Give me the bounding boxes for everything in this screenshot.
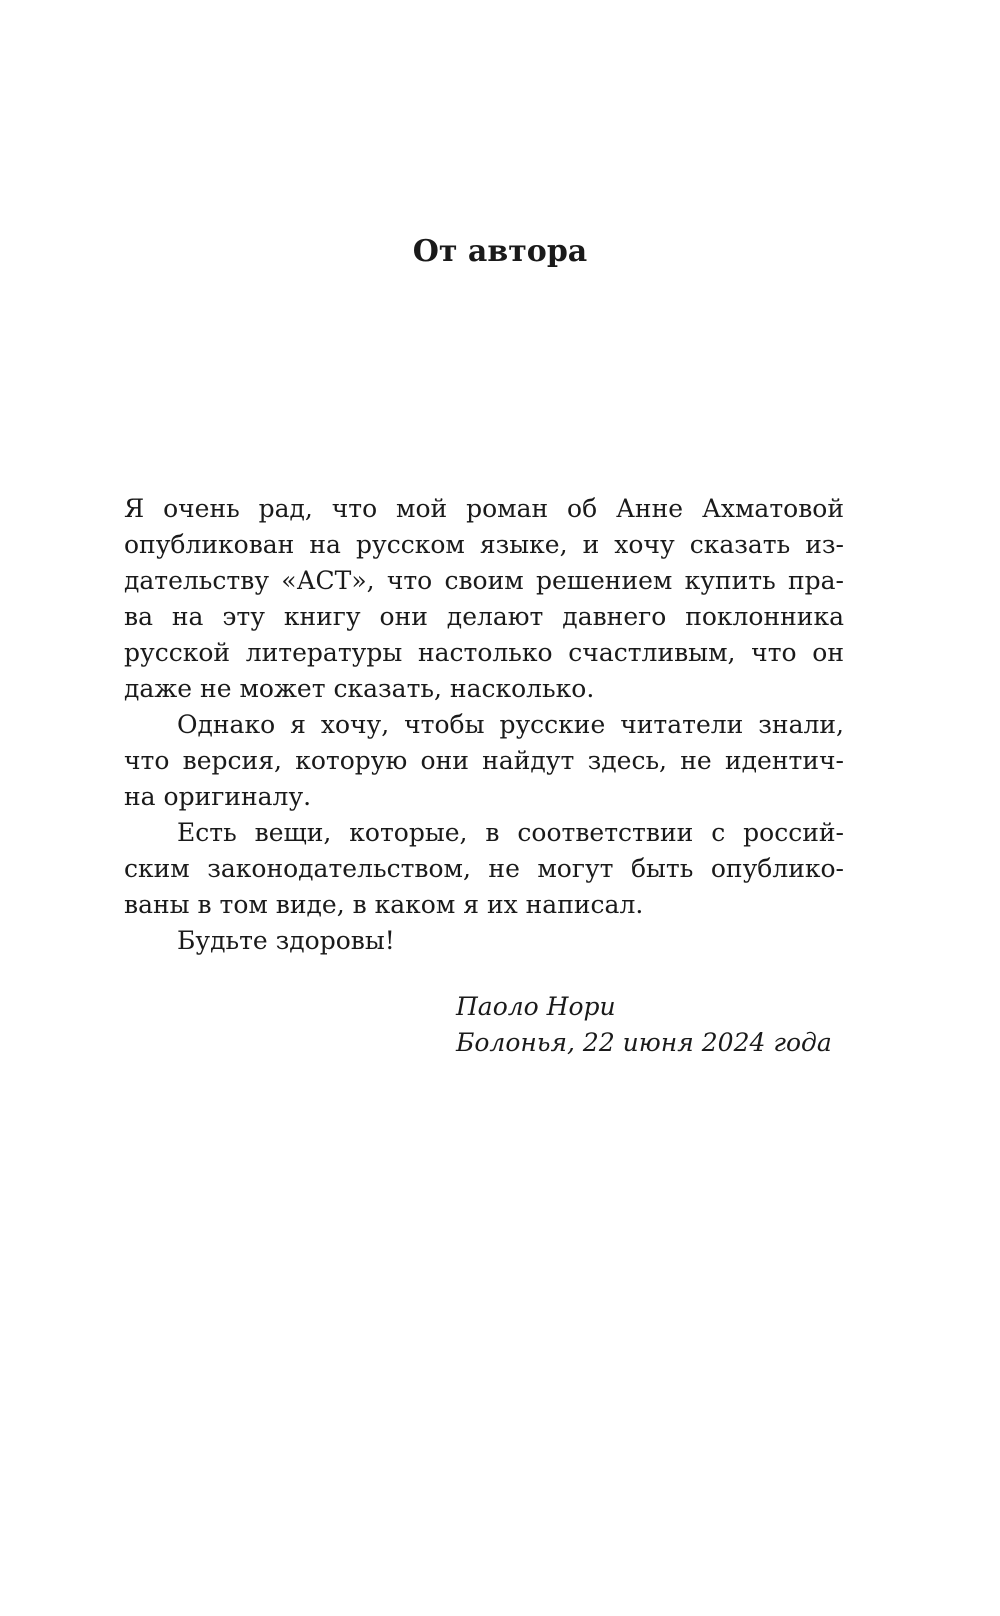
text-line: что версия, которую они найдут здесь, не идентич- — [124, 746, 844, 775]
author-name: Паоло Нори — [456, 992, 616, 1021]
text-line: опубликован на русском языке, и хочу сказать из- — [124, 530, 844, 559]
signature-block — [456, 989, 832, 1061]
text-line: ваны в том виде, в каком я их написал. — [124, 890, 644, 919]
page-title: От автора — [412, 234, 588, 269]
text-line: на оригиналу. — [124, 782, 312, 811]
text-line: Я очень рад, что мой роман об Анне Ахматовой — [124, 494, 844, 523]
text-line: ским законодательством, не могут быть опублико- — [124, 854, 844, 883]
text-line: Однако я хочу, чтобы русские читатели знали, — [177, 710, 844, 739]
text-line: дательству «АСТ», что своим решением купить пра- — [124, 566, 844, 595]
text-line: русской литературы настолько счастливым, что он — [124, 638, 844, 667]
text-line: Есть вещи, которые, в соответствии с россий- — [177, 818, 844, 847]
text-line: ва на эту книгу они делают давнего поклонника — [124, 602, 844, 631]
place-date: Болонья, 22 июня 2024 года — [456, 1028, 832, 1057]
text-line: даже не может сказать, насколько. — [124, 674, 595, 703]
preface-body — [124, 491, 844, 959]
text-line: Будьте здоровы! — [177, 926, 395, 955]
